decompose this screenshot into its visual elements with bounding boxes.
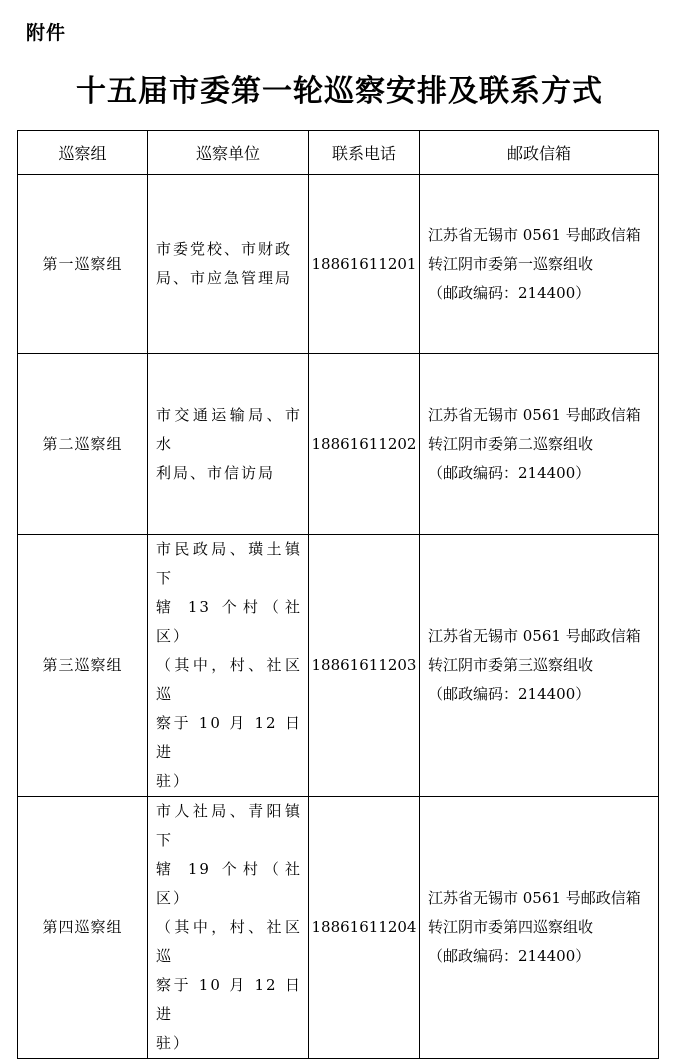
document-title: 十五届市委第一轮巡察安排及联系方式: [76, 74, 603, 109]
phone-cell: 18861611204: [309, 797, 420, 1059]
unit-line: 市人社局、青阳镇下: [156, 802, 302, 849]
unit-line: （其中，村、社区巡: [156, 656, 302, 703]
unit-line: 市委党校、市财政: [156, 240, 293, 258]
group-cell: 第一巡察组: [18, 175, 148, 354]
table-row: [18, 535, 659, 797]
unit-line: 辖 13 个村（社区）: [156, 598, 302, 645]
header-group: 巡察组: [18, 131, 148, 175]
table-row: [18, 175, 659, 354]
phone-cell: 18861611201: [309, 175, 420, 354]
mail-line: （邮政编码：214400）: [428, 283, 591, 302]
unit-cell: [148, 535, 309, 797]
unit-line: 驻）: [156, 1034, 191, 1052]
unit-cell: [148, 354, 309, 535]
group-cell: 第二巡察组: [18, 354, 148, 535]
mail-line: （邮政编码：214400）: [428, 685, 591, 703]
phone-cell: 18861611203: [309, 535, 420, 797]
phone-cell: 18861611202: [309, 354, 420, 535]
table-row: [18, 354, 659, 535]
attachment-label: 附件: [26, 22, 67, 44]
mail-line: 转江阴市委第三巡察组收: [428, 656, 594, 674]
unit-line: 驻）: [156, 772, 191, 790]
unit-line: 察于 10 月 12 日进: [156, 976, 302, 1023]
header-mailbox: 邮政信箱: [420, 131, 659, 175]
unit-line: 辖 19 个村（社区）: [156, 860, 302, 907]
unit-cell: [148, 797, 309, 1059]
header-phone: 联系电话: [309, 131, 420, 175]
mail-line: 江苏省无锡市 0561 号邮政信箱: [428, 627, 641, 645]
mailbox-cell: [420, 797, 659, 1059]
inspection-schedule-table: [17, 130, 659, 1059]
header-unit: 巡察单位: [148, 131, 309, 175]
group-cell: 第四巡察组: [18, 797, 148, 1059]
mail-line: 江苏省无锡市 0561 号邮政信箱: [428, 889, 641, 907]
mail-line: 转江阴市委第一巡察组收: [428, 254, 594, 273]
unit-line: 局、市应急管理局: [156, 269, 293, 287]
mail-line: （邮政编码：214400）: [428, 947, 591, 965]
unit-line: 利局、市信访局: [156, 463, 276, 482]
unit-line: （其中，村、社区巡: [156, 918, 302, 965]
mailbox-cell: [420, 175, 659, 354]
mail-line: 江苏省无锡市 0561 号邮政信箱: [428, 405, 641, 424]
mail-line: 转江阴市委第四巡察组收: [428, 918, 594, 936]
table-row: [18, 797, 659, 1059]
unit-line: 市交通运输局、市水: [156, 405, 302, 453]
mailbox-cell: [420, 535, 659, 797]
unit-cell: [148, 175, 309, 354]
table-header-row: [18, 131, 659, 175]
unit-line: 察于 10 月 12 日进: [156, 714, 302, 761]
mailbox-cell: [420, 354, 659, 535]
mail-line: 转江阴市委第二巡察组收: [428, 434, 594, 453]
unit-line: 市民政局、璜土镇下: [156, 540, 302, 587]
mail-line: 江苏省无锡市 0561 号邮政信箱: [428, 225, 641, 244]
mail-line: （邮政编码：214400）: [428, 463, 591, 482]
group-cell: 第三巡察组: [18, 535, 148, 797]
